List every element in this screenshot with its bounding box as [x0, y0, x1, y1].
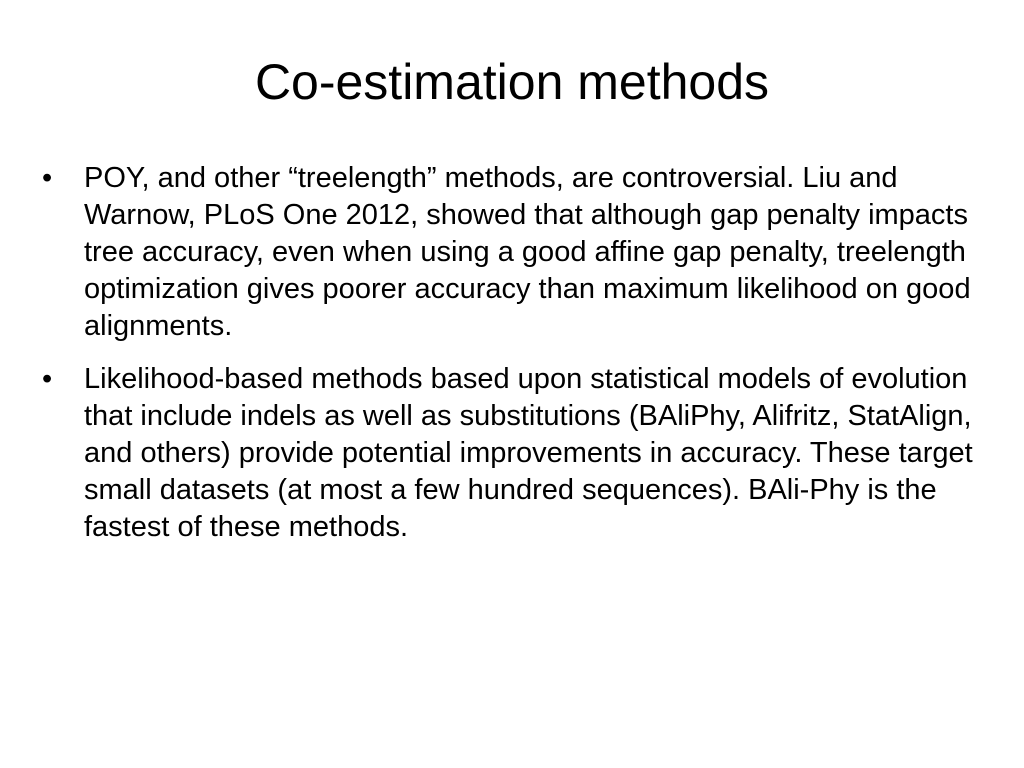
bullet-item-treelength — [40, 160, 990, 345]
bullet-text: POY, and other “treelength” methods, are controversial. Liu and Warnow, PLoS One 2012, showed that although gap penalty impacts tree accuracy, even when using a good affine gap penalty, treelength optimization gives poorer accuracy than maximum likelihood on good alignments. — [84, 162, 971, 342]
slide-title: Co-estimation methods — [254, 54, 770, 110]
bullet-icon: • — [42, 363, 53, 395]
bullet-list — [40, 160, 990, 562]
bullet-item-likelihood — [40, 361, 990, 546]
bullet-text: Likelihood-based methods based upon statistical models of evolution that include indels as well as substitutions (BAliPhy, Alifritz, StatAlign, and others) provide potential improvements in accuracy. These target small datasets (at most a few hundred sequences). BAli-Phy is the fastest of these methods. — [84, 363, 973, 543]
bullet-icon: • — [42, 162, 53, 194]
